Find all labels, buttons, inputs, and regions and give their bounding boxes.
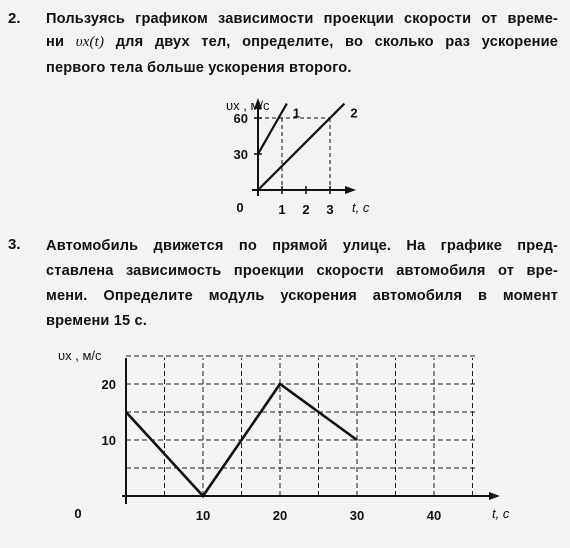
chart-axes xyxy=(122,358,500,504)
velocity-chart-two-bodies xyxy=(180,88,380,228)
y-axis-label: υx , м/с xyxy=(58,348,102,363)
text-line: Автомобиль движется по прямой улице. На графике пред- xyxy=(46,238,558,254)
y-tick-label: 30 xyxy=(233,147,248,162)
x-tick-label: 40 xyxy=(426,508,442,523)
x-tick-label: 3 xyxy=(326,202,334,217)
chart-labels xyxy=(226,98,370,217)
text-line: мени. Определите модуль ускорения автомобиля в момент xyxy=(46,288,558,304)
text-line: Пользуясь графиком зависимости проекции скорости от време- xyxy=(46,11,558,27)
problem-number: 3. xyxy=(8,236,21,253)
text-fragment: ни xyxy=(46,34,65,50)
text-line: времени 15 с. xyxy=(46,313,147,329)
x-tick-label: 30 xyxy=(349,508,365,523)
chart-series xyxy=(258,104,344,190)
text-line xyxy=(46,31,558,54)
problem-text xyxy=(46,234,558,334)
origin-label: 0 xyxy=(236,200,244,215)
function-notation: υx(t) xyxy=(75,34,105,50)
x-tick-label: 2 xyxy=(302,202,310,217)
x-tick-label: 10 xyxy=(195,508,211,523)
x-axis-label: t, с xyxy=(352,200,370,215)
problem-text xyxy=(46,8,558,80)
y-axis-label: υx , м/с xyxy=(226,98,270,113)
x-axis-arrow xyxy=(489,492,500,500)
text-fragment: для двух тел, определите, во сколько раз ускорение xyxy=(115,34,558,50)
y-tick-label: 20 xyxy=(101,377,116,392)
x-tick-label: 20 xyxy=(272,508,288,523)
series-label: 1 xyxy=(292,105,301,121)
car-velocity-chart xyxy=(40,338,530,538)
series-label: 2 xyxy=(350,105,358,121)
text-line: первого тела больше ускорения второго. xyxy=(46,60,352,76)
x-tick-label: 1 xyxy=(278,202,286,217)
x-axis-arrow xyxy=(345,186,356,194)
text-line: ставлена зависимость проекции скорости автомобиля от вре- xyxy=(46,263,558,279)
y-tick-label: 10 xyxy=(101,433,116,448)
origin-label: 0 xyxy=(74,506,82,521)
chart-grid xyxy=(126,356,478,496)
x-axis-label: t, с xyxy=(492,506,510,521)
series-line-2 xyxy=(258,104,344,190)
y-tick-label: 60 xyxy=(233,111,248,126)
problem-number: 2. xyxy=(8,10,21,27)
